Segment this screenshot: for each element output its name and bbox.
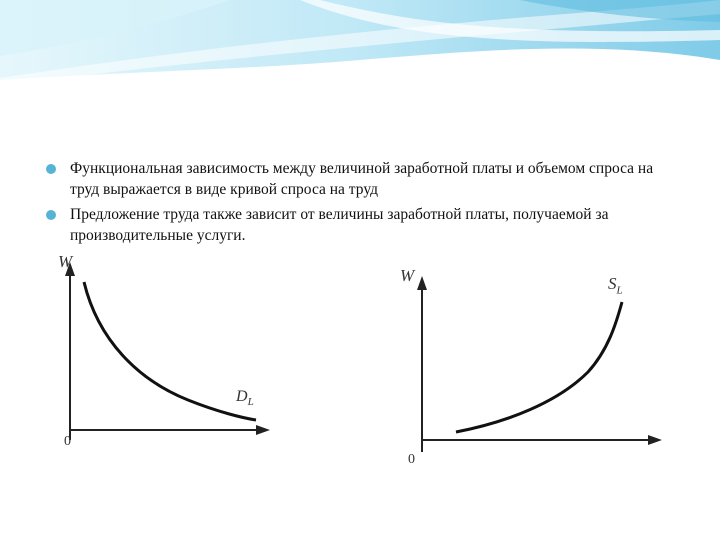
bullet-text: Предложение труда также зависит от величины заработной платы, получаемой за производительные услуги.	[70, 206, 609, 244]
demand-curve-graph	[58, 250, 278, 460]
y-axis-arrow-icon	[417, 276, 427, 290]
bullet-item	[44, 204, 684, 246]
origin-label: 0	[64, 434, 71, 449]
bullet-dot-icon	[46, 164, 56, 174]
curve-label	[236, 388, 254, 408]
curve-label-sub: L	[247, 396, 254, 409]
curve-label-main: S	[608, 274, 617, 293]
curve-label-main: D	[236, 388, 248, 405]
curve-label-sub: L	[616, 284, 623, 297]
x-axis-arrow-icon	[256, 425, 270, 435]
demand-curve	[84, 282, 256, 420]
y-axis-label: W	[58, 252, 73, 271]
bullet-list	[44, 158, 684, 250]
x-axis-arrow-icon	[648, 435, 662, 445]
curve-label	[608, 274, 623, 296]
origin-label: 0	[408, 452, 415, 467]
supply-curve	[456, 302, 622, 432]
y-axis-label: W	[400, 266, 415, 285]
bullet-dot-icon	[46, 210, 56, 220]
bullet-text: Функциональная зависимость между величиной заработной платы и объемом спроса на труд выражается в виде кривой спроса на труд	[70, 160, 654, 198]
bullet-item	[44, 158, 684, 200]
supply-curve-graph	[398, 262, 678, 472]
